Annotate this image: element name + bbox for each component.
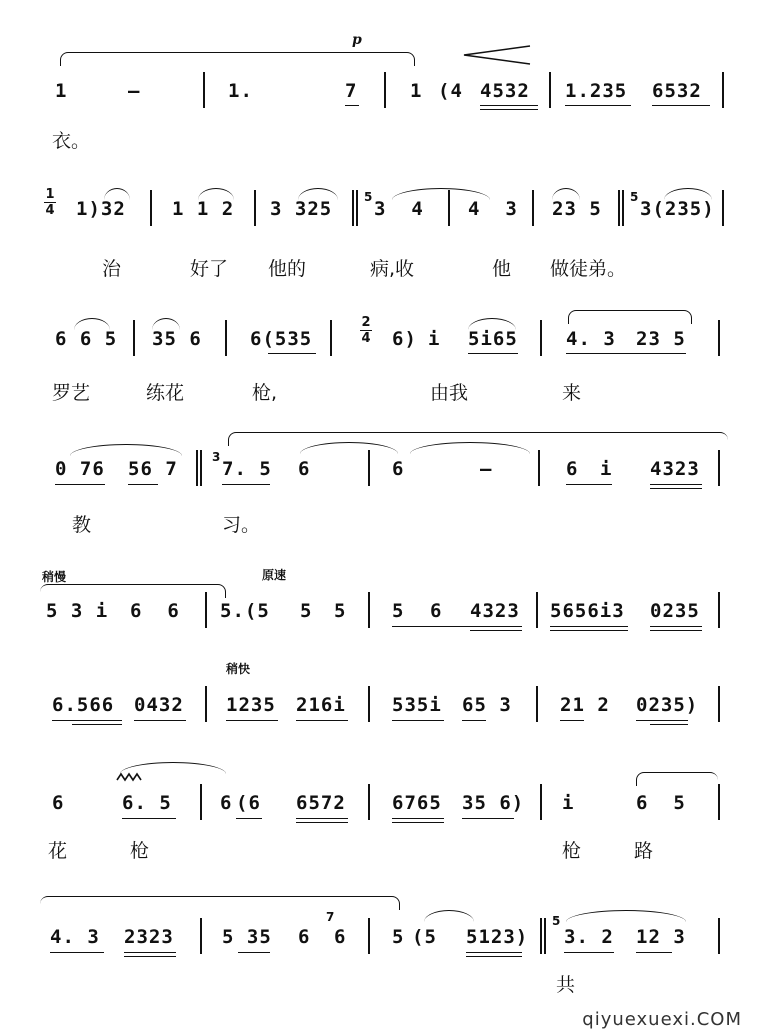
- note-group: 6 6 5: [55, 328, 118, 350]
- score-system-8: [0, 888, 760, 998]
- barline: [718, 450, 720, 486]
- note-group: 1: [55, 80, 68, 102]
- note-group: 4532: [480, 80, 530, 102]
- note-group: 1 1 2: [172, 198, 235, 220]
- slur: [104, 188, 130, 200]
- lyric-text: 由我: [430, 382, 469, 404]
- underline: [468, 353, 518, 354]
- note-group: 3 325: [270, 198, 333, 220]
- underline: [564, 952, 614, 953]
- slur: [664, 188, 712, 200]
- underline: [550, 626, 628, 627]
- lyric-text: 病,收: [370, 258, 415, 280]
- slur: [70, 444, 182, 456]
- note-group: 1)32: [76, 198, 126, 220]
- underline: [345, 105, 359, 106]
- lyric-text: 他: [492, 258, 512, 280]
- note-group: 5: [392, 926, 405, 948]
- underline: [128, 484, 158, 485]
- lyric-text: 治: [102, 258, 122, 280]
- note-group: 3 4: [374, 198, 424, 220]
- barline: [368, 450, 370, 486]
- score-system-5: [0, 562, 760, 642]
- slur: [424, 910, 474, 922]
- barline: [368, 592, 370, 628]
- barline: [540, 320, 542, 356]
- note-group: 6): [392, 328, 417, 350]
- note-group: i: [600, 458, 613, 480]
- barline: [384, 72, 386, 108]
- underline: [238, 952, 270, 953]
- note-group: 5i65: [468, 328, 518, 350]
- note-group: 7: [345, 80, 358, 102]
- underline: [296, 720, 348, 721]
- note-group: 35 6: [152, 328, 202, 350]
- note-group: 4323: [470, 600, 520, 622]
- note-group: 5 3 i: [46, 600, 109, 622]
- score-system-6: [0, 652, 760, 732]
- underline: [650, 484, 702, 485]
- note-group: 5: [392, 600, 405, 622]
- note-group: 6: [392, 458, 405, 480]
- score-system-1: [0, 30, 760, 150]
- note-group: 4 3: [468, 198, 518, 220]
- slur-long: [636, 772, 718, 786]
- note-group: 6: [52, 792, 65, 814]
- note-group: 6: [220, 792, 233, 814]
- note-group: 6: [298, 926, 311, 948]
- barline: [225, 320, 227, 356]
- underline: [550, 630, 628, 631]
- barline: [200, 918, 202, 954]
- note-group: i: [562, 792, 575, 814]
- slur-long: [40, 584, 226, 598]
- underline: [122, 818, 176, 819]
- note-group: 6572: [296, 792, 346, 814]
- barline: [205, 592, 207, 628]
- note-group: –: [128, 80, 141, 102]
- note-group: –: [480, 458, 493, 480]
- grace-note: 5: [552, 914, 561, 928]
- lyric-text: 罗艺: [52, 382, 91, 404]
- crescendo-hairpin: [462, 44, 532, 66]
- note-group: (4: [438, 80, 463, 102]
- note-group: 21 2: [560, 694, 610, 716]
- slur: [298, 188, 338, 200]
- underline: [124, 952, 176, 953]
- underline: [52, 720, 122, 721]
- lyric-text: 来: [562, 382, 582, 404]
- note-group: 216i: [296, 694, 346, 716]
- double-barline: [540, 918, 546, 954]
- underline: [50, 952, 104, 953]
- lyric-text: 枪,: [252, 382, 278, 404]
- barline: [200, 784, 202, 820]
- lyric-text: 共: [556, 974, 576, 996]
- tempo-mark: 稍慢: [42, 570, 67, 584]
- underline: [124, 956, 176, 957]
- lyric-text: 好了: [190, 258, 229, 280]
- note-group: 0235): [636, 694, 699, 716]
- note-group: 23 5: [552, 198, 602, 220]
- note-group: 7. 5: [222, 458, 272, 480]
- underline: [462, 720, 486, 721]
- slur-long: [568, 310, 692, 324]
- note-group: 0 76: [55, 458, 105, 480]
- note-group: 6. 5: [122, 792, 172, 814]
- note-group: 12 3: [636, 926, 686, 948]
- note-group: 3. 2: [564, 926, 614, 948]
- barline: [718, 686, 720, 722]
- note-group: 0235: [650, 600, 700, 622]
- lyric-text: 做徒弟。: [550, 258, 627, 280]
- barline: [448, 190, 450, 226]
- note-group: 5123): [466, 926, 529, 948]
- underline: [565, 105, 631, 106]
- note-group: 1: [410, 80, 423, 102]
- barline: [330, 320, 332, 356]
- barline: [536, 592, 538, 628]
- underline: [560, 720, 584, 721]
- note-group: 1.: [228, 80, 253, 102]
- underline: [72, 724, 122, 725]
- lyric-text: 教: [72, 514, 92, 536]
- barline: [718, 320, 720, 356]
- note-group: 35 6): [462, 792, 525, 814]
- lyric-text: 路: [634, 840, 654, 862]
- barline: [718, 592, 720, 628]
- note-group: 56 7: [128, 458, 178, 480]
- note-group: 4. 3: [566, 328, 616, 350]
- time-signature: 2 4: [361, 315, 371, 346]
- note-group: 6: [334, 926, 347, 948]
- score-system-7: [0, 758, 760, 868]
- underline: [296, 818, 348, 819]
- barline: [368, 918, 370, 954]
- barline: [150, 190, 152, 226]
- lyric-text: 习。: [222, 514, 261, 536]
- underline: [470, 630, 522, 631]
- lyric-text: 练花: [146, 382, 185, 404]
- underline: [566, 484, 612, 485]
- tempo-mark: 原速: [262, 568, 287, 582]
- underline: [650, 630, 702, 631]
- underline: [650, 724, 688, 725]
- double-barline: [196, 450, 202, 486]
- note-group: 5656i3: [550, 600, 625, 622]
- note-group: 5: [300, 600, 313, 622]
- note-group: 6: [566, 458, 579, 480]
- score-system-4: [0, 428, 760, 538]
- underline: [134, 720, 186, 721]
- double-barline: [618, 190, 624, 226]
- note-group: 23 5: [636, 328, 686, 350]
- lyric-text: 枪: [562, 840, 582, 862]
- barline: [205, 686, 207, 722]
- underline: [392, 822, 444, 823]
- barline: [538, 450, 540, 486]
- note-group: 6(535: [250, 328, 313, 350]
- site-watermark: qiyuexuexi.COM: [582, 1009, 742, 1030]
- note-group: 5: [334, 600, 347, 622]
- note-group: 1.235: [565, 80, 628, 102]
- lyric-text: 枪: [130, 840, 150, 862]
- underline: [462, 818, 514, 819]
- underline: [480, 109, 538, 110]
- time-signature: 1 4: [45, 187, 55, 218]
- barline: [718, 918, 720, 954]
- underline: [650, 626, 702, 627]
- slur-long: [40, 896, 400, 910]
- underline: [226, 720, 278, 721]
- grace-note: 5: [364, 190, 373, 204]
- slur-long: [60, 52, 415, 66]
- underline: [466, 952, 522, 953]
- underline: [650, 488, 702, 489]
- grace-note: 3: [212, 450, 221, 464]
- underline: [392, 626, 522, 627]
- barline: [368, 784, 370, 820]
- underline: [466, 956, 522, 957]
- note-group: 5.(5: [220, 600, 270, 622]
- underline: [222, 484, 270, 485]
- barline: [203, 72, 205, 108]
- slur: [552, 188, 580, 200]
- slur: [566, 910, 686, 922]
- barline: [368, 686, 370, 722]
- underline: [636, 720, 688, 721]
- underline: [480, 105, 538, 106]
- underline: [652, 105, 710, 106]
- slur: [198, 188, 234, 200]
- double-barline: [352, 190, 358, 226]
- slur: [74, 318, 110, 330]
- note-group: 6532: [652, 80, 702, 102]
- note-group: i: [428, 328, 441, 350]
- underline: [636, 952, 672, 953]
- slur: [120, 762, 226, 774]
- underline: [55, 484, 105, 485]
- barline: [718, 784, 720, 820]
- lyric-text: 他的: [268, 258, 307, 280]
- barline: [254, 190, 256, 226]
- underline: [296, 822, 348, 823]
- note-group: 6 6: [130, 600, 180, 622]
- score-system-2: [0, 168, 760, 288]
- underline: [236, 818, 262, 819]
- note-group: 6765: [392, 792, 442, 814]
- underline: [268, 353, 316, 354]
- lyric-text: 衣。: [52, 130, 91, 152]
- note-group: 5 35: [222, 926, 272, 948]
- dynamic-mark: p: [352, 32, 362, 48]
- tempo-mark: 稍快: [226, 662, 251, 676]
- note-group: (6: [236, 792, 261, 814]
- note-group: (5: [412, 926, 437, 948]
- note-group: 6: [430, 600, 443, 622]
- barline: [540, 784, 542, 820]
- barline: [532, 190, 534, 226]
- underline: [392, 720, 444, 721]
- note-group: 6: [298, 458, 311, 480]
- grace-note: 7: [326, 910, 335, 924]
- note-group: 4. 3: [50, 926, 100, 948]
- score-system-3: [0, 300, 760, 410]
- underline: [566, 353, 686, 354]
- note-group: 3(235): [640, 198, 715, 220]
- barline: [549, 72, 551, 108]
- barline: [133, 320, 135, 356]
- barline: [722, 72, 724, 108]
- note-group: 65 3: [462, 694, 512, 716]
- barline: [536, 686, 538, 722]
- underline: [392, 818, 444, 819]
- note-group: 4323: [650, 458, 700, 480]
- slur: [152, 318, 180, 330]
- grace-note: 5: [630, 190, 639, 204]
- barline: [722, 190, 724, 226]
- note-group: 535i: [392, 694, 442, 716]
- note-group: 0432: [134, 694, 184, 716]
- note-group: 2323: [124, 926, 174, 948]
- note-group: 6 5: [636, 792, 686, 814]
- lyric-text: 花: [48, 840, 68, 862]
- note-group: 1235: [226, 694, 276, 716]
- slur: [468, 318, 516, 330]
- note-group: 6.566: [52, 694, 115, 716]
